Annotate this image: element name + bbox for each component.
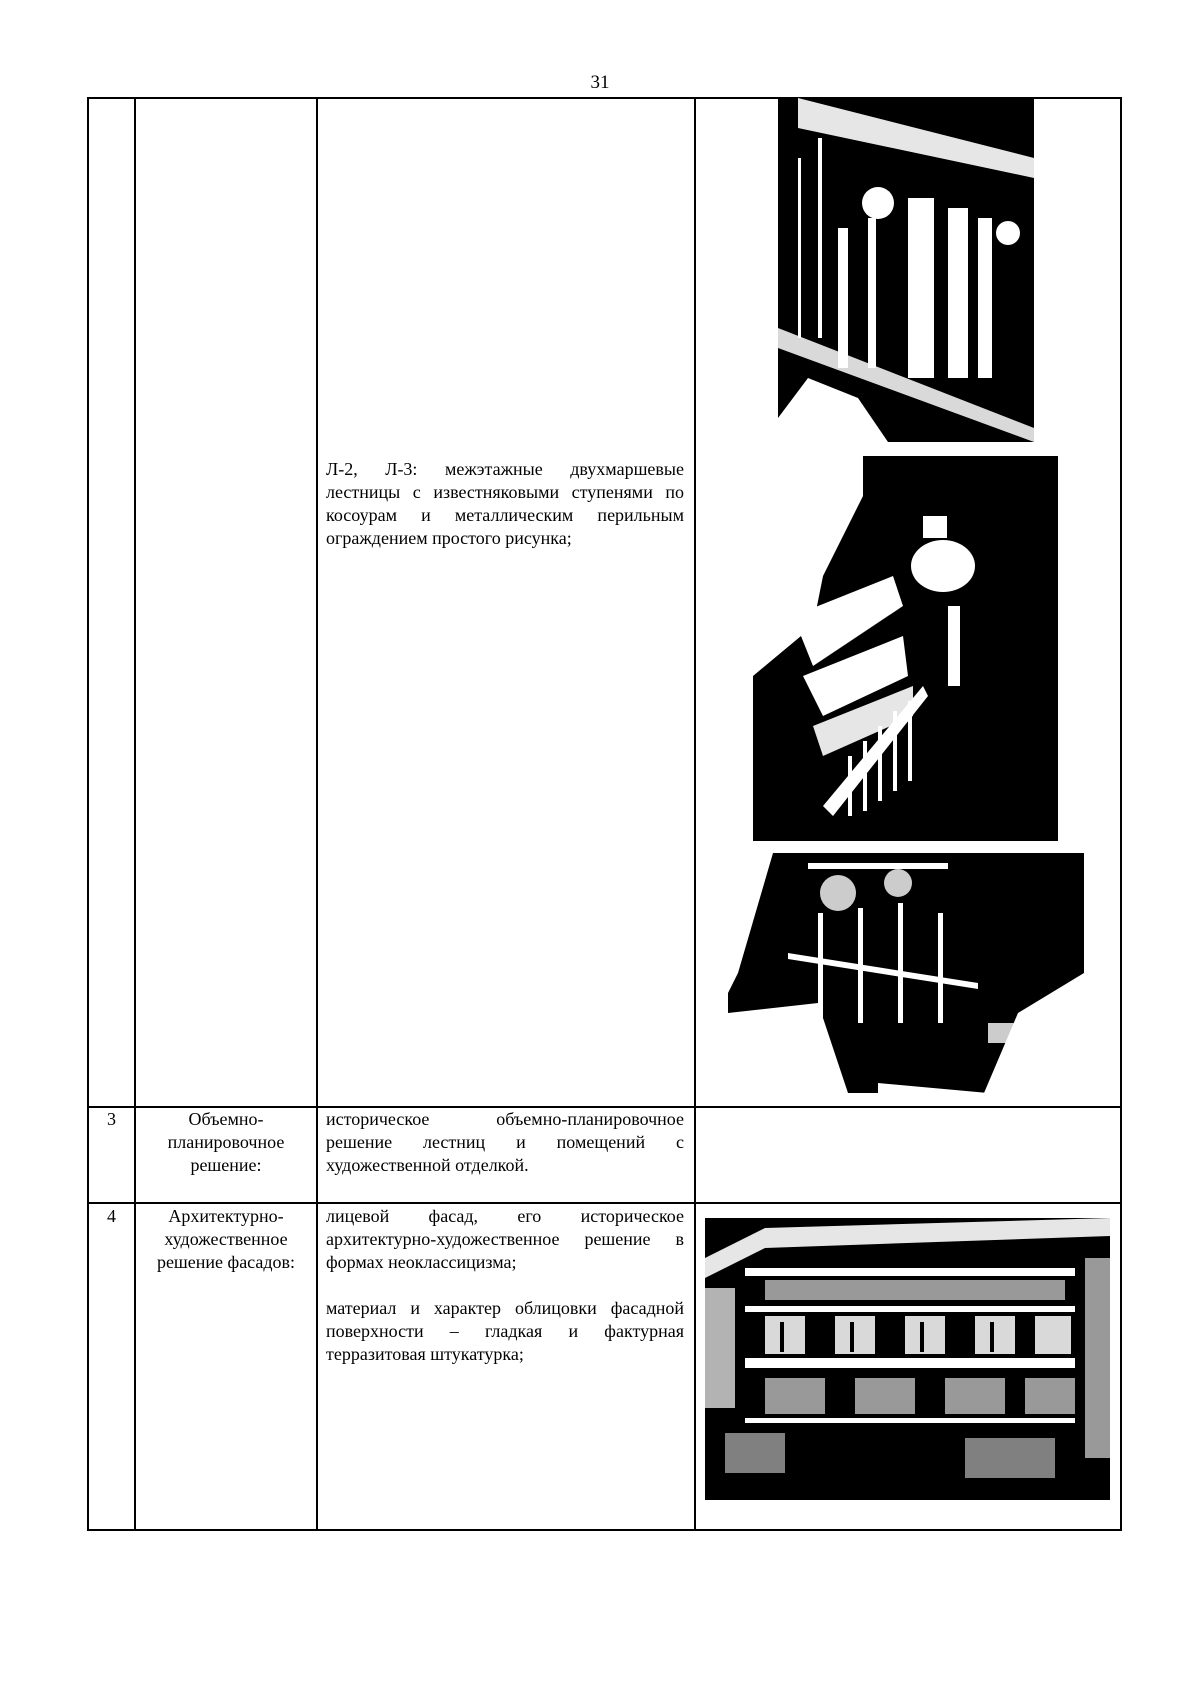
facade-image: [705, 1218, 1110, 1500]
description-paragraph: лицевой фасад, его историческое архитектурно-художественное решение в формах неоклассицизма;: [326, 1206, 684, 1272]
table-column-divider: [694, 97, 696, 1531]
row-description: [326, 458, 684, 550]
description-paragraph: историческое объемно-планировочное решение лестниц и помещений с художественной отделкой.: [326, 1109, 684, 1175]
stair-landing-image: [728, 853, 1084, 1093]
row-description: [326, 1205, 684, 1366]
page-number: 31: [590, 72, 610, 93]
stairwell-photo: [753, 456, 1058, 841]
table-row-divider: [87, 1202, 1122, 1204]
row-name: Объемно-планировочное решение:: [167, 1109, 285, 1175]
table-column-divider: [316, 97, 318, 1531]
table-border-left: [87, 97, 89, 1531]
description-paragraph: материал и характер облицовки фасадной поверхности – гладкая и фактурная терразитовая штукатурка;: [326, 1298, 684, 1364]
table-border-bottom: [87, 1529, 1122, 1531]
stair-railing-image: [778, 98, 1034, 442]
row-number: 4: [107, 1206, 116, 1226]
row-name: Архитектурно-художественное решение фасадов:: [156, 1206, 296, 1272]
row-description: [326, 1108, 684, 1177]
table-border-right: [1120, 97, 1122, 1531]
row-number: 3: [107, 1109, 116, 1129]
stair-railing-photo: [778, 98, 1034, 442]
table-column-divider: [134, 97, 136, 1531]
facade-photo: [705, 1218, 1110, 1500]
description-paragraph: Л-2, Л-3: межэтажные двухмаршевые лестницы с известняковыми ступенями по косоурам и металлическим перильным ограждением простого рисунка;: [326, 459, 684, 548]
stairwell-image: [753, 456, 1058, 841]
stair-landing-photo: [728, 853, 1084, 1093]
